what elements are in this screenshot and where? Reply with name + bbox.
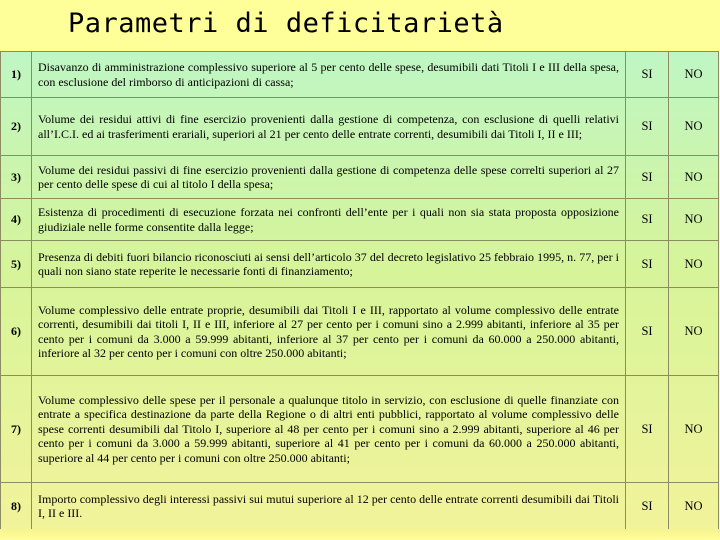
row-number: 6) [1,288,32,376]
row-number: 3) [1,156,32,199]
row-description: Disavanzo di amministrazione complessivo superiore al 5 per cento delle spese, desumibili dati Titoli I e III della spesa, con esclusione del rimborso di anticipazioni di cassa; [32,52,626,98]
bottom-shading [0,529,720,540]
yes-cell: SI [626,98,669,156]
table-row [1,376,719,483]
row-description: Volume complessivo delle spese per il personale a qualunque titolo in servizio, con esclusione di quelle finanziate con entrate a specifica destinazione da parte della Regione o di altri enti pubblici, rapportato al volume complessivo delle spese correnti desumibili dal Titolo I, superiore al 48 per cento per i comuni sino a 2.999 abitanti, superiore al 46 per cento per i comuni da 3.000 a 59.999 abitanti, superiore al 41 per cento per i comuni da 60.000 a 250.000 abitanti, superiore al 44 per cento per i comuni con oltre 250.000 abitanti; [32,376,626,483]
table-row [1,241,719,288]
row-number: 7) [1,376,32,483]
table-row [1,156,719,199]
yes-cell: SI [626,483,669,530]
parameters-table [0,51,719,530]
row-description: Volume dei residui attivi di fine esercizio provenienti dalla gestione di competenza, con esclusione di quelli relativi all’I.C.I. ed ai trasferimenti erariali, superiori al 21 per cento delle entrate correnti, desumibili dai Titoli I, II e III; [32,98,626,156]
no-cell: NO [669,98,719,156]
table-row [1,288,719,376]
row-number: 8) [1,483,32,530]
row-description: Esistenza di procedimenti di esecuzione forzata nei confronti dell’ente per i quali non sia stata proposta opposizione giudiziale nelle forme consentite dalla legge; [32,199,626,241]
row-description: Volume complessivo delle entrate proprie, desumibili dai Titoli I e III, rapportato al volume complessivo delle entrate correnti, desumibili dai titoli I, II e III, inferiore al 27 per cento per i comuni sino a 2.999 abitanti, inferiore al 35 per cento per i comuni da 3.000 a 59.999 abitanti, inferiore al 37 per cento per i comuni da 60.000 a 250.000 abitanti, inferiore al 32 per cento per i comuni con oltre 250.000 abitanti; [32,288,626,376]
row-description: Importo complessivo degli interessi passivi sui mutui superiore al 12 per cento delle entrate correnti desumibili dai Titoli I, II e III. [32,483,626,530]
table-row [1,98,719,156]
row-number: 2) [1,98,32,156]
table-row [1,483,719,530]
row-number: 5) [1,241,32,288]
yes-cell: SI [626,288,669,376]
yes-cell: SI [626,156,669,199]
page-title: Parametri di deficitarietà [68,8,504,39]
yes-cell: SI [626,52,669,98]
yes-cell: SI [626,241,669,288]
yes-cell: SI [626,376,669,483]
table-row [1,199,719,241]
no-cell: NO [669,199,719,241]
no-cell: NO [669,52,719,98]
yes-cell: SI [626,199,669,241]
no-cell: NO [669,156,719,199]
no-cell: NO [669,483,719,530]
row-number: 4) [1,199,32,241]
no-cell: NO [669,241,719,288]
table-row [1,52,719,98]
row-description: Volume dei residui passivi di fine esercizio provenienti dalla gestione di competenza delle spese correlti superiori al 27 per cento delle spese di cui al titolo I della spesa; [32,156,626,199]
no-cell: NO [669,376,719,483]
row-description: Presenza di debiti fuori bilancio riconosciuti ai sensi dell’articolo 37 del decreto legislativo 25 febbraio 1995, n. 77, per i quali non siano state reperite le necessarie fonti di finanziamento; [32,241,626,288]
row-number: 1) [1,52,32,98]
no-cell: NO [669,288,719,376]
